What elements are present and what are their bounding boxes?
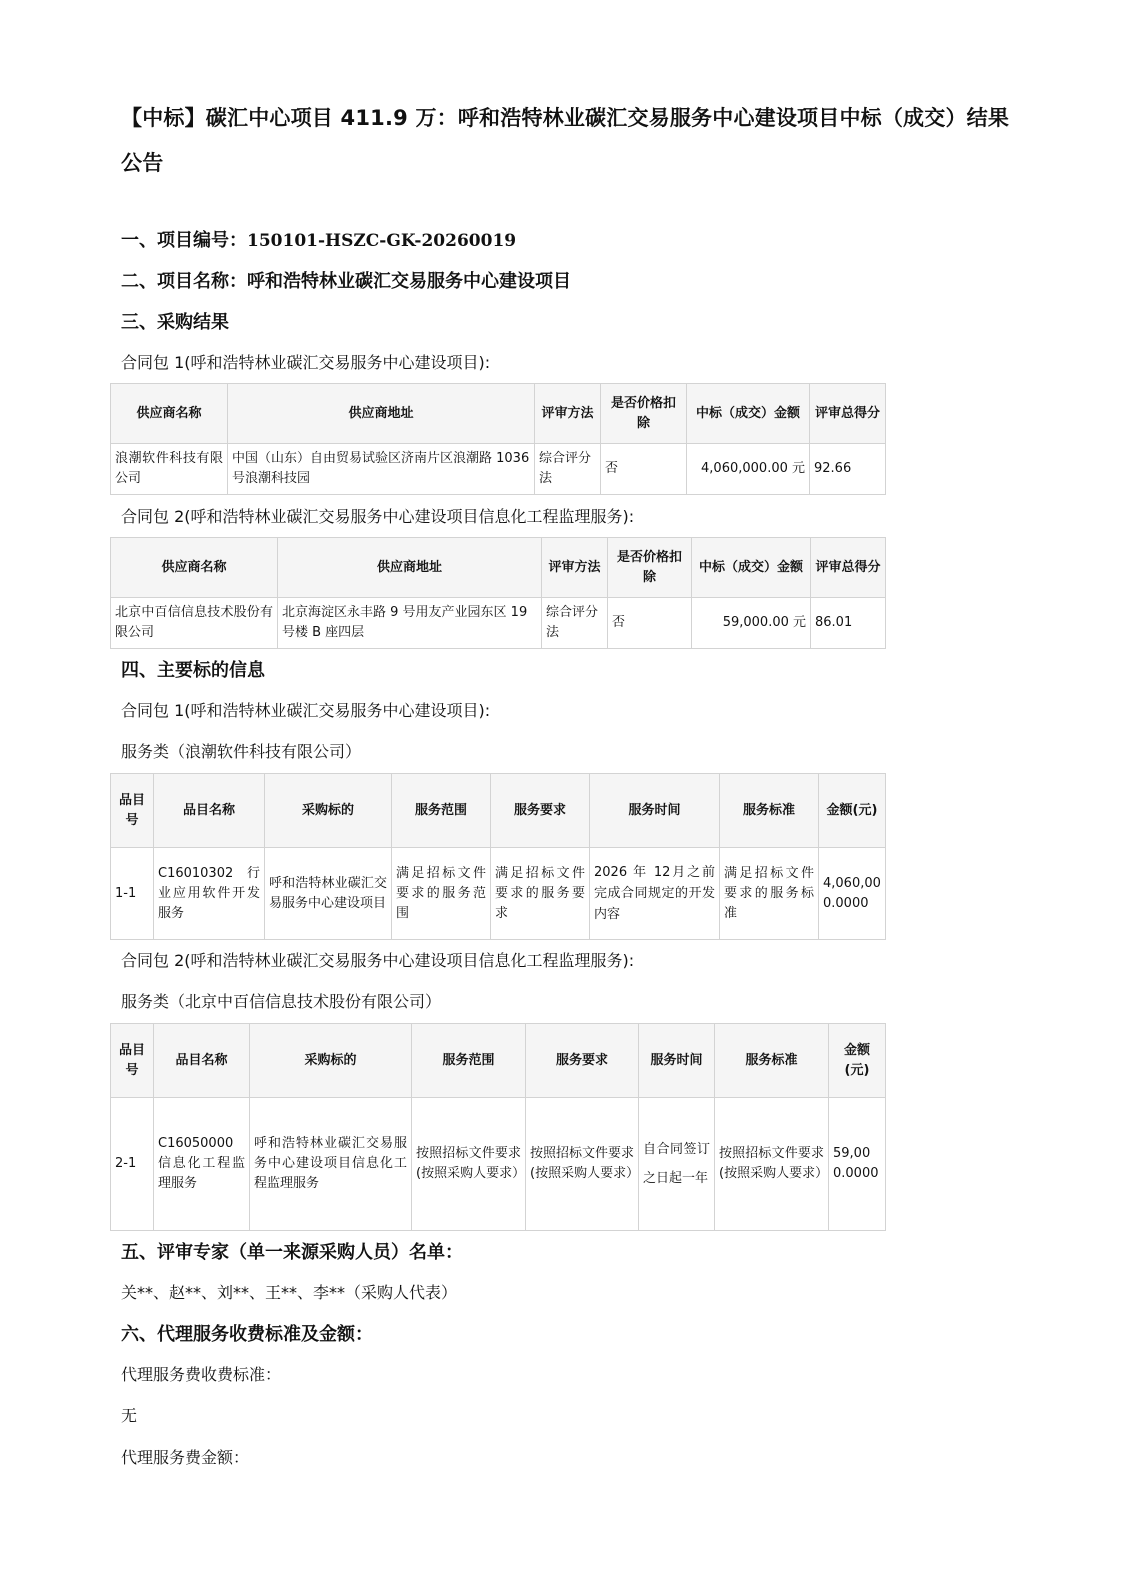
- header-service-standard: 服务标准: [720, 774, 819, 848]
- fee-amount-label: 代理服务费金额：: [121, 1448, 250, 1467]
- header-service-requirement: 服务要求: [491, 774, 590, 848]
- service-standard: 满足招标文件要求的服务标准: [720, 848, 819, 940]
- header-review-method: 评审方法: [535, 384, 601, 444]
- project-number-value: 150101-HSZC-GK-20260019: [247, 231, 517, 251]
- section-project-number-label: 一、项目编号：: [121, 230, 247, 251]
- item-number: 2-1: [111, 1098, 154, 1231]
- service-scope: 按照招标文件要求(按照采购人要求）: [412, 1098, 526, 1231]
- result-table-package-2: [110, 537, 886, 649]
- table-row: [111, 444, 886, 495]
- header-service-time: 服务时间: [590, 774, 720, 848]
- total-score: 92.66: [810, 444, 886, 495]
- header-service-requirement: 服务要求: [526, 1024, 639, 1098]
- header-item-name: 品目名称: [154, 774, 265, 848]
- header-item-name: 品目名称: [154, 1024, 250, 1098]
- header-service-scope: 服务范围: [392, 774, 491, 848]
- package-1-label-items: 合同包 1(呼和浩特林业碳汇交易服务中心建设项目):: [121, 701, 491, 720]
- section-agency-fee: 六、代理服务收费标准及金额：: [121, 1324, 373, 1345]
- header-amount: 金额(元): [829, 1024, 886, 1098]
- header-winning-amount: 中标（成交）金额: [692, 538, 811, 598]
- service-time: 自合同签订之日起一年: [639, 1098, 715, 1231]
- header-price-deduction: 是否价格扣除: [601, 384, 687, 444]
- page-title: 【中标】碳汇中心项目 411.9 万：呼和浩特林业碳汇交易服务中心建设项目中标（成交）结果公告: [121, 106, 1010, 175]
- result-table-header-row: [111, 384, 886, 444]
- package-2-label: 合同包 2(呼和浩特林业碳汇交易服务中心建设项目信息化工程监理服务):: [121, 507, 635, 526]
- service-standard: 按照招标文件要求(按照采购人要求）: [715, 1098, 829, 1231]
- result-table-package-1: [110, 383, 886, 495]
- service-requirement: 满足招标文件要求的服务要求: [491, 848, 590, 940]
- header-item-number: 品目号: [111, 774, 154, 848]
- service-scope: 满足招标文件要求的服务范围: [392, 848, 491, 940]
- supplier-name: 浪潮软件科技有限公司: [111, 444, 228, 495]
- header-review-method: 评审方法: [542, 538, 608, 598]
- header-total-score: 评审总得分: [810, 384, 886, 444]
- item-table-header-row: [111, 774, 886, 848]
- item-table-header-row: [111, 1024, 886, 1098]
- item-amount: 59,000.0000: [829, 1098, 886, 1231]
- service-type-2-label: 服务类（北京中百信信息技术股份有限公司）: [121, 992, 442, 1011]
- item-table-package-1: [110, 773, 886, 940]
- fee-standard-label: 代理服务费收费标准：: [121, 1365, 282, 1384]
- review-method: 综合评分法: [535, 444, 601, 495]
- section-review-experts: 五、评审专家（单一来源采购人员）名单：: [121, 1242, 463, 1263]
- review-method: 综合评分法: [542, 598, 608, 649]
- header-total-score: 评审总得分: [811, 538, 886, 598]
- header-item-number: 品目号: [111, 1024, 154, 1098]
- header-winning-amount: 中标（成交）金额: [687, 384, 810, 444]
- section-project-name: 二、项目名称：呼和浩特林业碳汇交易服务中心建设项目: [121, 271, 571, 292]
- total-score: 86.01: [811, 598, 886, 649]
- header-supplier-address: 供应商地址: [228, 384, 535, 444]
- header-procurement-target: 采购标的: [250, 1024, 412, 1098]
- section-procurement-result: 三、采购结果: [121, 312, 229, 333]
- header-service-scope: 服务范围: [412, 1024, 526, 1098]
- expert-list: 关**、赵**、刘**、王**、李**（采购人代表）: [121, 1283, 458, 1302]
- fee-standard-value: 无: [121, 1406, 138, 1425]
- service-type-1-label: 服务类（浪潮软件科技有限公司）: [121, 742, 362, 761]
- service-time: 2026 年 12月之前完成合同规定的开发内容: [590, 848, 720, 940]
- header-service-time: 服务时间: [639, 1024, 715, 1098]
- header-price-deduction: 是否价格扣除: [608, 538, 692, 598]
- table-row: [111, 1098, 886, 1231]
- section-project-number: [121, 228, 516, 254]
- section-main-items: 四、主要标的信息: [121, 660, 265, 681]
- procurement-target: 呼和浩特林业碳汇交易服务中心建设项目信息化工程监理服务: [250, 1098, 412, 1231]
- winning-amount: 59,000.00 元: [692, 598, 811, 649]
- price-deduction: 否: [601, 444, 687, 495]
- supplier-address: 中国（山东）自由贸易试验区济南片区浪潮路 1036 号浪潮科技园: [228, 444, 535, 495]
- service-requirement: 按照招标文件要求(按照采购人要求）: [526, 1098, 639, 1231]
- procurement-target: 呼和浩特林业碳汇交易服务中心建设项目: [265, 848, 392, 940]
- table-row: [111, 848, 886, 940]
- header-supplier-address: 供应商地址: [278, 538, 542, 598]
- item-amount: 4,060,000.0000: [819, 848, 886, 940]
- winning-amount: 4,060,000.00 元: [687, 444, 810, 495]
- package-1-label: 合同包 1(呼和浩特林业碳汇交易服务中心建设项目):: [121, 353, 491, 372]
- package-2-label-items: 合同包 2(呼和浩特林业碳汇交易服务中心建设项目信息化工程监理服务):: [121, 951, 635, 970]
- supplier-name: 北京中百信信息技术股份有限公司: [111, 598, 278, 649]
- item-name: C16010302 行业应用软件开发服务: [154, 848, 265, 940]
- result-table-header-row: [111, 538, 886, 598]
- header-service-standard: 服务标准: [715, 1024, 829, 1098]
- price-deduction: 否: [608, 598, 692, 649]
- header-procurement-target: 采购标的: [265, 774, 392, 848]
- table-row: [111, 598, 886, 649]
- header-supplier-name: 供应商名称: [111, 538, 278, 598]
- item-number: 1-1: [111, 848, 154, 940]
- header-amount: 金额(元): [819, 774, 886, 848]
- item-name: C16050000 信息化工程监理服务: [154, 1098, 250, 1231]
- header-supplier-name: 供应商名称: [111, 384, 228, 444]
- supplier-address: 北京海淀区永丰路 9 号用友产业园东区 19 号楼 B 座四层: [278, 598, 542, 649]
- item-table-package-2: [110, 1023, 886, 1231]
